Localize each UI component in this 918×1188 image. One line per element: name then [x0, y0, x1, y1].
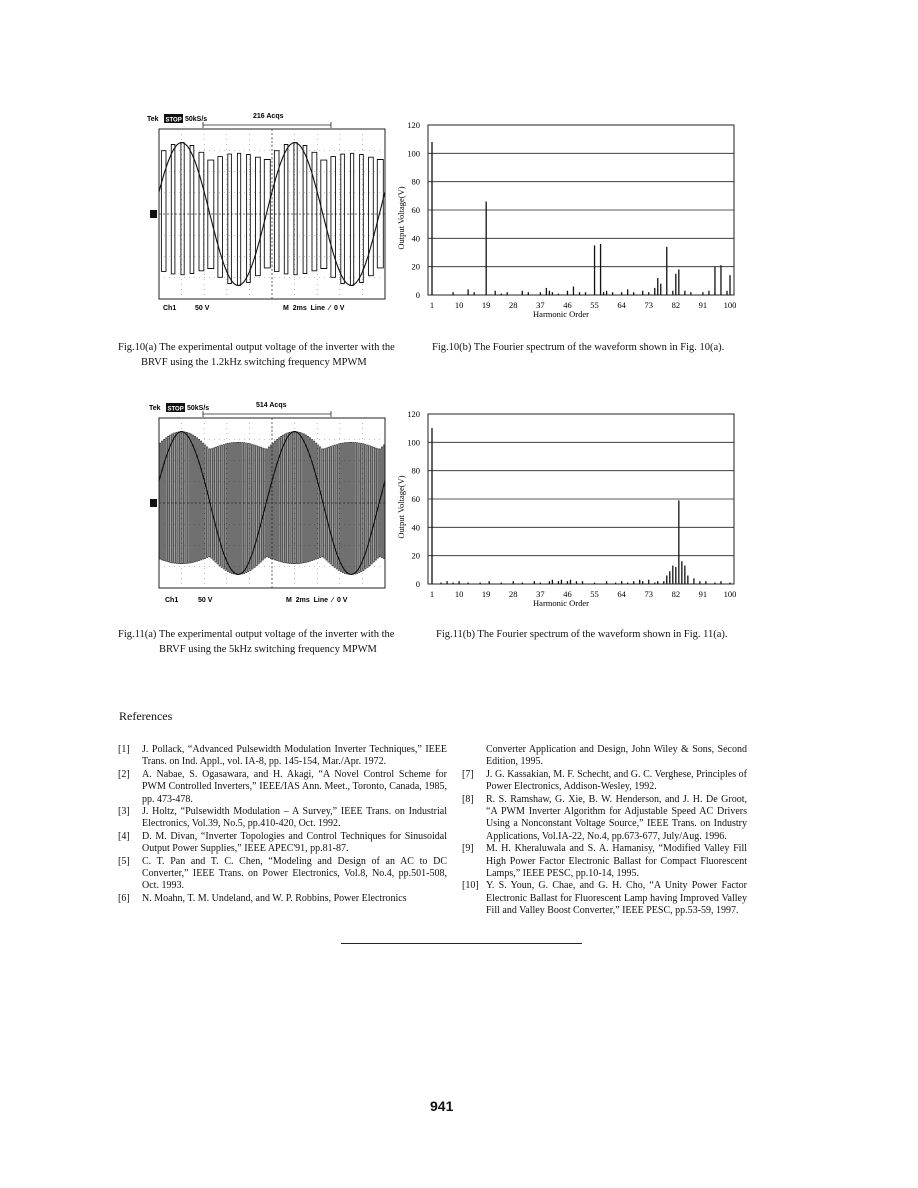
- reference-item: [118, 744, 447, 769]
- reference-number: [10]: [462, 880, 479, 892]
- y-tick-label: 40: [411, 233, 420, 244]
- x-tick-label: 46: [563, 589, 572, 599]
- page-number: 941: [430, 1098, 454, 1114]
- x-tick-label: 55: [590, 300, 599, 310]
- y-tick-label: 100: [407, 148, 420, 159]
- y-tick-label: 0: [415, 290, 420, 300]
- reference-6-continuation: Converter Application and Design, John Wiley & Sons, Second Edition, 1995.: [486, 744, 747, 768]
- reference-item: [462, 843, 747, 880]
- fig11a-caption-line1: Fig.11(a) The experimental output voltage of the inverter with the: [118, 629, 395, 640]
- reference-item: [118, 769, 447, 806]
- reference-text: N. Moahn, T. M. Undeland, and W. P. Robbins, Power Electronics: [142, 892, 407, 904]
- fig10a-caption: [118, 340, 418, 370]
- x-tick-label: 46: [563, 300, 572, 310]
- reference-number: [6]: [118, 892, 130, 904]
- references-left-column: [118, 744, 447, 905]
- scope-sample-rate: 50kS/s: [185, 116, 208, 123]
- reference-text: A. Nabae, S. Ogasawara, and H. Akagi, “A Novel Control Scheme for PWM Controlled Inverters,” IEEE/IAS Ann. Meet., Toronto, Canada, 1985, pp. 473-478.: [142, 768, 447, 805]
- x-tick-label: 82: [671, 589, 681, 599]
- scope-channel: Ch1: [165, 597, 179, 604]
- y-tick-label: 80: [411, 176, 420, 187]
- x-tick-label: 91: [698, 589, 708, 599]
- y-tick-label: 20: [411, 261, 420, 272]
- x-tick-label: 28: [509, 300, 518, 310]
- y-axis-label: Output Voltage(V): [396, 475, 406, 539]
- scope-brand: Tek: [149, 405, 161, 412]
- reference-number: [2]: [118, 768, 130, 780]
- reference-item: [118, 856, 447, 893]
- x-axis-label: Harmonic Order: [533, 309, 589, 319]
- reference-item: [118, 893, 447, 905]
- ground-marker: [150, 499, 157, 507]
- scope-acquisitions: 514 Acqs: [256, 402, 287, 409]
- reference-number: [5]: [118, 855, 130, 867]
- reference-continuation: [462, 744, 747, 769]
- reference-item: [462, 794, 747, 844]
- reference-text: R. S. Ramshaw, G. Xie, B. W. Henderson, and J. H. De Groot, “A PWM Inverter Algorithm for Adjustable Speed AC Drivers Using a Nonconstant Voltage Source,” IEEE Trans. on Industry Applications, Vol.IA-22, No.4, pp.673-677, July/Aug. 1996.: [486, 793, 747, 842]
- reference-text: M. H. Kheraluwala and S. A. Hamanisy, “Modified Valley Fill High Power Factor Electronic Ballast for Compact Fluorescent Lamps,” IEEE PESC, pp.10-14, 1995.: [486, 843, 747, 880]
- scope-channel: Ch1: [163, 305, 177, 312]
- reference-text: Y. S. Youn, G. Chae, and G. H. Cho, “A Unity Power Factor Electronic Ballast for Fluorescent Lamp having Improved Valley Fill and Valley Boost Converter,” IEEE PESC, pp.53-59, 1997.: [486, 880, 747, 917]
- y-tick-label: 20: [411, 550, 420, 561]
- y-tick-label: 120: [407, 120, 420, 130]
- x-tick-label: 19: [481, 589, 491, 599]
- fig10b-spectrum: [392, 118, 747, 328]
- reference-text: C. T. Pan and T. C. Chen, “Modeling and Design of an AC to DC Converter,” IEEE Trans. on Power Electronics, Vol.8, No.4, pp.501-508, Oct. 1993.: [142, 855, 447, 892]
- x-tick-label: 19: [481, 300, 491, 310]
- y-tick-label: 80: [411, 465, 420, 476]
- x-tick-label: 10: [454, 300, 464, 310]
- x-tick-label: 73: [644, 300, 653, 310]
- scope-run-text: STOP: [167, 406, 184, 413]
- fig11b-caption: Fig.11(b) The Fourier spectrum of the waveform shown in Fig. 11(a).: [436, 629, 728, 640]
- y-tick-label: 0: [415, 579, 420, 589]
- reference-text: D. M. Divan, “Inverter Topologies and Control Techniques for Sinusoidal Output Power Supplies,” IEEE APEC'91, pp.81-87.: [142, 830, 447, 855]
- scope-sample-rate: 50kS/s: [187, 405, 210, 412]
- scope-brand: Tek: [147, 116, 159, 123]
- y-tick-label: 60: [411, 494, 420, 504]
- x-tick-label: 55: [590, 589, 599, 599]
- reference-number: [8]: [462, 793, 474, 805]
- fig11a-scope-plot: [143, 401, 393, 611]
- scope-acquisitions: 216 Acqs: [253, 113, 284, 120]
- x-tick-label: 37: [536, 589, 545, 599]
- x-tick-label: 64: [617, 589, 626, 599]
- y-axis-label: Output Voltage(V): [396, 186, 406, 250]
- fig10a-caption-line2: BRVF using the 1.2kHz switching frequency MPWM: [141, 357, 367, 368]
- fig11b-spectrum: [392, 407, 747, 617]
- scope-run-text: STOP: [165, 117, 182, 124]
- reference-number: [9]: [462, 843, 474, 855]
- reference-number: [4]: [118, 830, 130, 842]
- x-tick-label: 91: [698, 300, 708, 310]
- y-tick-label: 120: [407, 409, 420, 419]
- reference-text: J. Pollack, “Advanced Pulsewidth Modulation Inverter Techniques,” IEEE Trans. on Ind. Appl., vol. IA-8, pp. 145-154, Mar./Apr. 1972.: [142, 744, 447, 768]
- fig11a-caption-line2: BRVF using the 5kHz switching frequency MPWM: [159, 644, 377, 655]
- fig10b-caption: Fig.10(b) The Fourier spectrum of the waveform shown in Fig. 10(a).: [432, 342, 725, 353]
- x-tick-label: 73: [644, 589, 653, 599]
- x-axis-label: Harmonic Order: [533, 598, 589, 608]
- scope-volts-div: 50 V: [198, 597, 213, 604]
- scope-timebase: M 2ms Line ∕ 0 V: [286, 597, 348, 604]
- fig10a-scope: [143, 112, 393, 322]
- scope-volts-div: 50 V: [195, 305, 210, 312]
- fig10a-scope-plot: [143, 112, 393, 322]
- reference-number: [7]: [462, 768, 474, 780]
- fig11a-caption: [118, 627, 418, 657]
- x-tick-label: 1: [429, 300, 435, 310]
- x-tick-label: 10: [454, 589, 464, 599]
- references-right-column: [462, 744, 747, 918]
- fig11b-chart: [392, 407, 747, 617]
- section-divider: [341, 943, 582, 944]
- x-tick-label: 37: [536, 300, 545, 310]
- y-tick-label: 40: [411, 522, 420, 533]
- x-tick-label: 100: [723, 300, 737, 310]
- x-tick-label: 1: [429, 589, 435, 599]
- y-tick-label: 60: [411, 205, 420, 215]
- reference-number: [3]: [118, 806, 130, 818]
- reference-item: [118, 806, 447, 831]
- references-heading: References: [119, 709, 173, 723]
- x-tick-label: 64: [617, 300, 626, 310]
- scope-timebase: M 2ms Line ∕ 0 V: [283, 305, 345, 312]
- y-tick-label: 100: [407, 437, 420, 448]
- reference-item: [462, 880, 747, 917]
- reference-text: J. Holtz, “Pulsewidth Modulation – A Survey,” IEEE Trans. on Industrial Electronics, Vol.39, No.5, pp.410-420, Oct. 1992.: [142, 806, 447, 830]
- reference-item: [118, 831, 447, 856]
- reference-text: J. G. Kassakian, M. F. Schecht, and G. C. Verghese, Principles of Power Electronics, Addison-Wesley, 1992.: [486, 768, 747, 793]
- x-tick-label: 28: [509, 589, 518, 599]
- x-tick-label: 82: [671, 300, 681, 310]
- ground-marker: [150, 210, 157, 218]
- fig11a-scope: [143, 401, 393, 611]
- fig10b-chart: [392, 118, 747, 328]
- x-tick-label: 100: [723, 589, 737, 599]
- reference-number: [1]: [118, 744, 130, 755]
- fig10a-caption-line1: Fig.10(a) The experimental output voltage of the inverter with the: [118, 342, 395, 353]
- reference-item: [462, 769, 747, 794]
